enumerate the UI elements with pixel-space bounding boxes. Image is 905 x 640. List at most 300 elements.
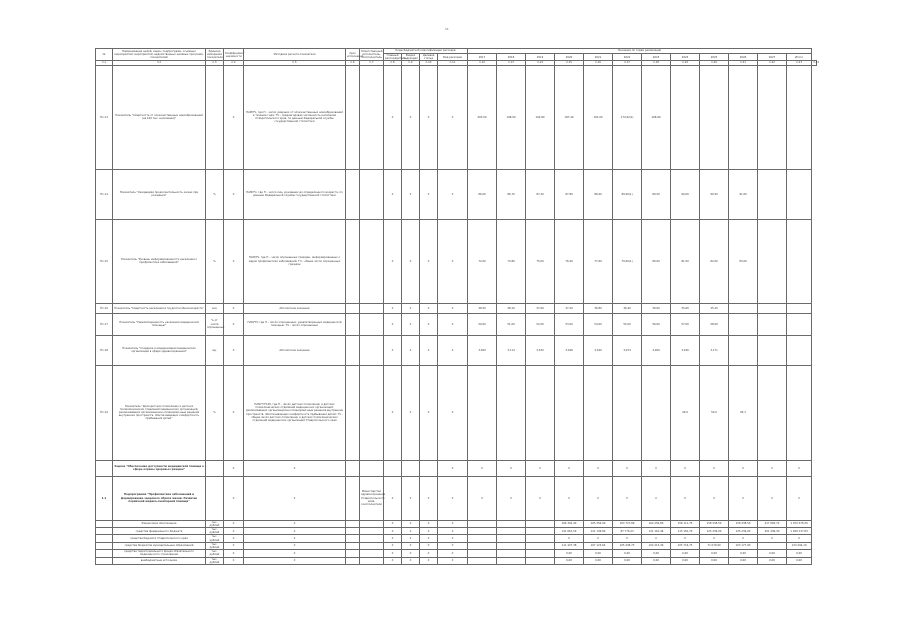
row-value: 36,00 — [642, 303, 671, 313]
finance-value: 0,00 — [584, 557, 613, 564]
row-value: 72,00 — [468, 219, 497, 303]
row-value: 50,00 — [468, 313, 497, 335]
row-value — [555, 365, 584, 460]
empty-cell — [526, 557, 555, 564]
row-code: Х — [438, 542, 468, 549]
empty-cell — [346, 557, 360, 564]
row-code-csr: Х — [420, 476, 438, 520]
row-code-glav: Х — [384, 476, 402, 520]
column-number: п.23 — [787, 61, 812, 65]
row-code-csr: Х — [420, 219, 438, 303]
row-value: 57,00 — [671, 313, 700, 335]
empty-cell — [497, 535, 526, 542]
row-unit: % — [206, 219, 224, 303]
column-number: п.19 — [671, 61, 700, 65]
row-value: 54,00 — [584, 313, 613, 335]
row-method: Х — [244, 476, 346, 520]
row-value: Х — [671, 476, 700, 520]
row-value — [642, 365, 671, 460]
finance-unit: тыс. рублей — [206, 528, 224, 535]
finance-value: 158 111,75 — [671, 520, 700, 527]
empty-cell — [346, 550, 360, 557]
row-code: Х — [402, 542, 420, 549]
row-date — [346, 169, 360, 219]
finance-value: 0,00 — [555, 550, 584, 557]
row-method: Х — [244, 535, 346, 542]
column-number: п.2 — [113, 61, 206, 65]
row-coef: Х — [224, 335, 244, 365]
row-unit — [206, 476, 224, 520]
row-name: Подпрограмма "Профилактика заболеваний и формирование здорового образа жизни. Развитие первичной медико-санитарной помощи" — [113, 476, 206, 520]
row-value: 89,00(1) — [613, 169, 642, 219]
table-row — [96, 65, 817, 169]
finance-value: 165 256,90 — [584, 520, 613, 527]
column-number: п.10 — [420, 61, 438, 65]
row-value: 3,114 — [497, 335, 526, 365]
row-code: Х — [420, 542, 438, 549]
row-id: П1.15 — [96, 219, 113, 303]
row-value: 81,00 — [671, 219, 700, 303]
finance-value: 121 136,80 — [584, 528, 613, 535]
column-number: п.18 — [642, 61, 671, 65]
finance-value: 0,00 — [671, 550, 700, 557]
year-header: 2019 — [526, 54, 555, 61]
year-header: 2018 — [497, 54, 526, 61]
row-code-glav: Х — [384, 169, 402, 219]
row-coef: Х — [224, 65, 244, 169]
table-row — [96, 303, 817, 313]
row-value: Х — [758, 460, 787, 476]
row-resp — [360, 219, 384, 303]
row-code-vr: Х — [438, 476, 468, 520]
finance-value: 0,00 — [671, 557, 700, 564]
row-value: 36,80 — [584, 303, 613, 313]
row-value: 37,60 — [526, 303, 555, 313]
finance-value — [758, 542, 787, 549]
row-date — [346, 365, 360, 460]
row-code: Х — [402, 535, 420, 542]
row-value: 37,20 — [555, 303, 584, 313]
row-name: Показатель "Смертность населения в трудоспособном возрасте" — [113, 303, 206, 313]
row-resp: Министерство здравоохранения Ставропольского края; соисполнители — [360, 476, 384, 520]
row-value: Х — [700, 476, 729, 520]
row-value: 90,50 — [700, 169, 729, 219]
row-value: Х — [613, 460, 642, 476]
row-code-csr: Х — [420, 313, 438, 335]
finance-name: средства территориального фонда обязательного медицинского страхования — [113, 550, 206, 557]
row-id: П1.19 — [96, 365, 113, 460]
row-value: Х — [584, 476, 613, 520]
row-value: Х — [555, 460, 584, 476]
row-value — [787, 313, 812, 335]
row-value — [787, 169, 812, 219]
row-value: 51,00 — [497, 313, 526, 335]
row-code-csr: Х — [420, 169, 438, 219]
row-value: Х — [787, 460, 812, 476]
row-code-razd: Х — [402, 335, 420, 365]
row-value: 35,20 — [700, 303, 729, 313]
row-unit: % — [206, 169, 224, 219]
empty-cell — [468, 520, 497, 527]
empty-cell — [497, 557, 526, 564]
finance-value: 125 236,00 — [729, 528, 758, 535]
row-method: Х — [244, 557, 346, 564]
row-value — [468, 365, 497, 460]
year-header: 2027 — [758, 54, 787, 61]
empty-cell — [360, 542, 384, 549]
empty-cell — [526, 535, 555, 542]
col-code-razd: Раздел подраздел — [403, 54, 418, 61]
row-value: 3,171 — [700, 335, 729, 365]
row-method: Абсолютное значение — [244, 303, 346, 313]
row-code-csr — [420, 460, 438, 476]
column-number: п.9 — [402, 61, 420, 65]
row-id — [96, 460, 113, 476]
empty-cell — [360, 520, 384, 527]
finance-value: 105 438,73 — [613, 542, 642, 549]
row-value: 3,166 — [671, 335, 700, 365]
row-name: Задача "Обеспечение доступности медицинской помощи в сфере охраны здоровья граждан" — [113, 460, 206, 476]
row-id: П1.17 — [96, 313, 113, 335]
column-number: п.14 — [526, 61, 555, 65]
row-date — [346, 65, 360, 169]
column-number: п.22 — [758, 61, 787, 65]
finance-value: Х — [729, 535, 758, 542]
row-value: 80,00 — [642, 219, 671, 303]
empty-cell — [497, 528, 526, 535]
year-header: 2020 — [555, 54, 584, 61]
row-value — [584, 365, 613, 460]
row-method: НАМ/ТЧ*100, где Н – число детских поликлиник и детских поликлинических отделений медицинских организаций, реализовавших организационно-планировочные решения внутренних пространств, обеспечивающих комфортность пребывания детей; ТЧ – общее число детских поликлиник и детских поликлинических отделений медицинских организаций Ставропольского края — [244, 365, 346, 460]
finance-unit: тыс. рублей — [206, 520, 224, 527]
row-value: 3,074 — [613, 335, 642, 365]
row-value: 3,046 — [555, 335, 584, 365]
row-id — [96, 550, 113, 557]
empty-cell — [497, 542, 526, 549]
row-unit: % — [206, 365, 224, 460]
row-value: 91,00 — [729, 169, 758, 219]
row-code-glav: Х — [384, 313, 402, 335]
row-value: Х — [526, 460, 555, 476]
row-value: 192,80 — [526, 65, 555, 169]
row-id — [96, 520, 113, 527]
column-number: п.7 — [360, 61, 384, 65]
row-resp — [360, 335, 384, 365]
empty-cell — [497, 520, 526, 527]
finance-value: 121 161,46 — [642, 528, 671, 535]
finance-value: 0,00 — [729, 557, 758, 564]
row-coef: Х — [224, 520, 244, 527]
finance-name: внебюджетные источники — [113, 557, 206, 564]
finance-value: 71 079,90 — [700, 542, 729, 549]
row-value: Х — [787, 476, 812, 520]
row-value — [787, 365, 812, 460]
row-code: Х — [438, 550, 468, 557]
row-id — [96, 528, 113, 535]
year-header: 2024 — [671, 54, 700, 61]
row-value: Х — [729, 476, 758, 520]
row-value: 49,0 — [671, 365, 700, 460]
row-value — [613, 365, 642, 460]
row-id: П1.13 — [96, 65, 113, 169]
row-code-razd: Х — [402, 303, 420, 313]
row-id — [96, 535, 113, 542]
finance-value: Х — [555, 535, 584, 542]
row-name: Показатель "Уровень информированности населения о профилактике заболеваний" — [113, 219, 206, 303]
row-value — [729, 335, 758, 365]
finance-value: 0,00 — [555, 557, 584, 564]
year-header: 2026 — [729, 54, 758, 61]
finance-value: Х — [787, 535, 812, 542]
row-method: Х — [244, 520, 346, 527]
column-number: п.4 — [224, 61, 244, 65]
empty-cell — [360, 528, 384, 535]
row-value: 187,40 — [555, 65, 584, 169]
row-id — [96, 542, 113, 549]
finance-value: Х — [700, 535, 729, 542]
row-code: Х — [420, 535, 438, 542]
row-value: 55,00 — [613, 313, 642, 335]
row-code: Х — [384, 520, 402, 527]
row-unit: чел. — [206, 303, 224, 313]
row-code-csr: Х — [420, 303, 438, 313]
row-code-razd: Х — [402, 65, 420, 169]
finance-value: 87 776,23 — [613, 528, 642, 535]
year-header: 2023 — [642, 54, 671, 61]
row-value: Х — [642, 476, 671, 520]
row-coef: Х — [224, 365, 244, 460]
row-coef: Х — [224, 460, 244, 476]
column-number: п.12 — [468, 61, 497, 65]
finance-value: 1 972 078,30 — [787, 520, 812, 527]
col-resp: Ответственный исполнитель, соисполнитель — [361, 49, 383, 60]
finance-value: 0,00 — [613, 550, 642, 557]
empty-cell — [346, 528, 360, 535]
row-value: Х — [758, 476, 787, 520]
row-code: Х — [384, 542, 402, 549]
finance-value: 162 256,80 — [642, 520, 671, 527]
column-number: п.13 — [497, 61, 526, 65]
row-code: Х — [438, 528, 468, 535]
row-value: 90,00 — [671, 169, 700, 219]
row-value — [758, 65, 787, 169]
indicators-table — [95, 48, 817, 565]
row-code: Х — [384, 557, 402, 564]
empty-cell — [360, 557, 384, 564]
finance-value: 166 302,40 — [555, 520, 584, 527]
finance-value: 107 123,64 — [584, 542, 613, 549]
table-row — [96, 335, 817, 365]
row-code-csr: Х — [420, 65, 438, 169]
row-value: Х — [526, 476, 555, 520]
row-code: Х — [438, 535, 468, 542]
row-date — [346, 335, 360, 365]
row-code: Х — [420, 528, 438, 535]
row-code: Х — [402, 557, 420, 564]
row-coef: Х — [224, 476, 244, 520]
empty-cell — [360, 535, 384, 542]
row-id: П1.16 — [96, 303, 113, 313]
finance-value: 125 236,00 — [700, 528, 729, 535]
row-value: 3,160 — [584, 335, 613, 365]
row-value: 88,40 — [584, 169, 613, 219]
finance-value: 0,00 — [700, 550, 729, 557]
row-code-razd: Х — [402, 476, 420, 520]
row-id: П1.14 — [96, 169, 113, 219]
row-name: Показатель "Ожидаемая продолжительность жизни при рождении" — [113, 169, 206, 219]
row-code-glav: Х — [384, 335, 402, 365]
row-unit: % от числа опрошенных — [206, 313, 224, 335]
finance-value: 103 177,90 — [729, 542, 758, 549]
row-value: 95,1 — [729, 365, 758, 460]
column-number: п.20 — [700, 61, 729, 65]
row-value: 79,00(1) — [613, 219, 642, 303]
row-code-vr: Х — [438, 303, 468, 313]
row-code-vr: Х — [438, 169, 468, 219]
row-coef: Х — [224, 169, 244, 219]
finance-value: Х — [642, 535, 671, 542]
col-unit: Единица измерения показателя — [207, 49, 223, 60]
row-code-vr: Х — [438, 335, 468, 365]
finance-row — [96, 550, 817, 557]
row-coef: Х — [224, 219, 244, 303]
finance-row — [96, 535, 817, 542]
finance-name: средства бюджета Ставропольского края — [113, 535, 206, 542]
row-value: 87,20 — [526, 169, 555, 219]
column-number: п.3 — [206, 61, 224, 65]
empty-cell — [526, 528, 555, 535]
finance-value: 158 238,50 — [729, 520, 758, 527]
row-resp — [360, 313, 384, 335]
year-header: 2022 — [613, 54, 642, 61]
row-code: Х — [420, 520, 438, 527]
row-value: 3,032 — [526, 335, 555, 365]
row-value: 38,10 — [497, 303, 526, 313]
column-number: п.5 — [244, 61, 346, 65]
finance-value: 111 427,38 — [555, 542, 584, 549]
row-value: 75,00 — [526, 219, 555, 303]
finance-unit: тыс. рублей — [206, 542, 224, 549]
row-code-glav: Х — [384, 365, 402, 460]
row-resp — [360, 460, 384, 476]
empty-cell — [468, 542, 497, 549]
column-number: п.16 — [584, 61, 613, 65]
row-value — [787, 335, 812, 365]
row-id: П1.18 — [96, 335, 113, 365]
row-value — [758, 335, 787, 365]
row-method: Х — [244, 550, 346, 557]
row-name: Показатель "Создание и модернизация медицинских организаций в сфере здравоохранения" — [113, 335, 206, 365]
row-method: Абсолютное значение — [244, 335, 346, 365]
finance-value: 0,00 — [787, 550, 812, 557]
finance-unit: тыс. рублей — [206, 557, 224, 564]
row-value: Х — [468, 460, 497, 476]
finance-value: Х — [758, 535, 787, 542]
row-code: Х — [384, 528, 402, 535]
row-coef: Х — [224, 528, 244, 535]
col-code-glav: Главный распорядитель — [385, 54, 406, 61]
row-value: 82,00 — [700, 219, 729, 303]
empty-cell — [346, 542, 360, 549]
finance-value: 0,00 — [642, 550, 671, 557]
table-row — [96, 365, 817, 460]
empty-cell — [468, 528, 497, 535]
row-value: 4,000 — [642, 335, 671, 365]
empty-cell — [360, 550, 384, 557]
row-value — [758, 303, 787, 313]
table-row — [96, 460, 817, 476]
row-code-vr: Х — [438, 313, 468, 335]
row-code: Х — [420, 557, 438, 564]
finance-value: Х — [613, 535, 642, 542]
finance-value: 0,00 — [584, 550, 613, 557]
table-row — [96, 476, 817, 520]
row-value: Х — [700, 460, 729, 476]
row-value: 168,90 — [642, 65, 671, 169]
empty-cell — [526, 520, 555, 527]
col-code-vr: Вид расходов — [438, 54, 468, 61]
row-coef: Х — [224, 303, 244, 313]
row-resp — [360, 303, 384, 313]
col-codes-group: Коды бюджетной классификации расходов — [384, 49, 468, 54]
row-code-razd: Х — [402, 313, 420, 335]
row-value — [787, 219, 812, 303]
row-value — [758, 219, 787, 303]
column-number: п.6 — [346, 61, 360, 65]
row-value: 38,50 — [468, 303, 497, 313]
row-date — [346, 313, 360, 335]
col-method: Методика расчета показателя — [244, 49, 346, 61]
finance-value: Х — [584, 535, 613, 542]
finance-row — [96, 528, 817, 535]
finance-value: 158 238,50 — [700, 520, 729, 527]
row-code-vr: Х — [438, 365, 468, 460]
row-name: Показатель "Удовлетворенность населения медицинской помощью" — [113, 313, 206, 335]
row-value: 198,50 — [497, 65, 526, 169]
row-code-razd — [402, 460, 420, 476]
row-name: Показатель "Доля детских поликлиник и детских поликлинических отделений медицинских организаций, реализовавших организационно-планировочные решения внутренних пространств, обеспечивающих комфортность пребывания детей" — [113, 365, 206, 460]
row-unit — [206, 460, 224, 476]
table-row — [96, 219, 817, 303]
column-number: п.24 — [813, 61, 819, 65]
row-value: 181,00 — [584, 65, 613, 169]
row-resp — [360, 169, 384, 219]
row-id: 1.1 — [96, 476, 113, 520]
row-code-vr: Х — [438, 460, 468, 476]
table-row — [96, 169, 817, 219]
row-value — [729, 303, 758, 313]
finance-value: 201 296,30 — [758, 528, 787, 535]
empty-cell — [468, 550, 497, 557]
row-value: Х — [671, 460, 700, 476]
row-coef: Х — [224, 535, 244, 542]
row-value: Х — [584, 460, 613, 476]
finance-value: 0,00 — [642, 557, 671, 564]
finance-value: 141 661,59 — [555, 528, 584, 535]
row-value — [729, 313, 758, 335]
finance-value: 0,00 — [758, 557, 787, 564]
row-date — [346, 303, 360, 313]
row-value: Х — [613, 476, 642, 520]
row-value: 58,00 — [700, 313, 729, 335]
column-number: п.8 — [384, 61, 402, 65]
row-value — [526, 365, 555, 460]
row-code: Х — [384, 535, 402, 542]
row-value: 203,00 — [468, 65, 497, 169]
finance-name: Финансовое обеспечение — [113, 520, 206, 527]
row-value — [787, 65, 812, 169]
row-code-razd: Х — [402, 169, 420, 219]
